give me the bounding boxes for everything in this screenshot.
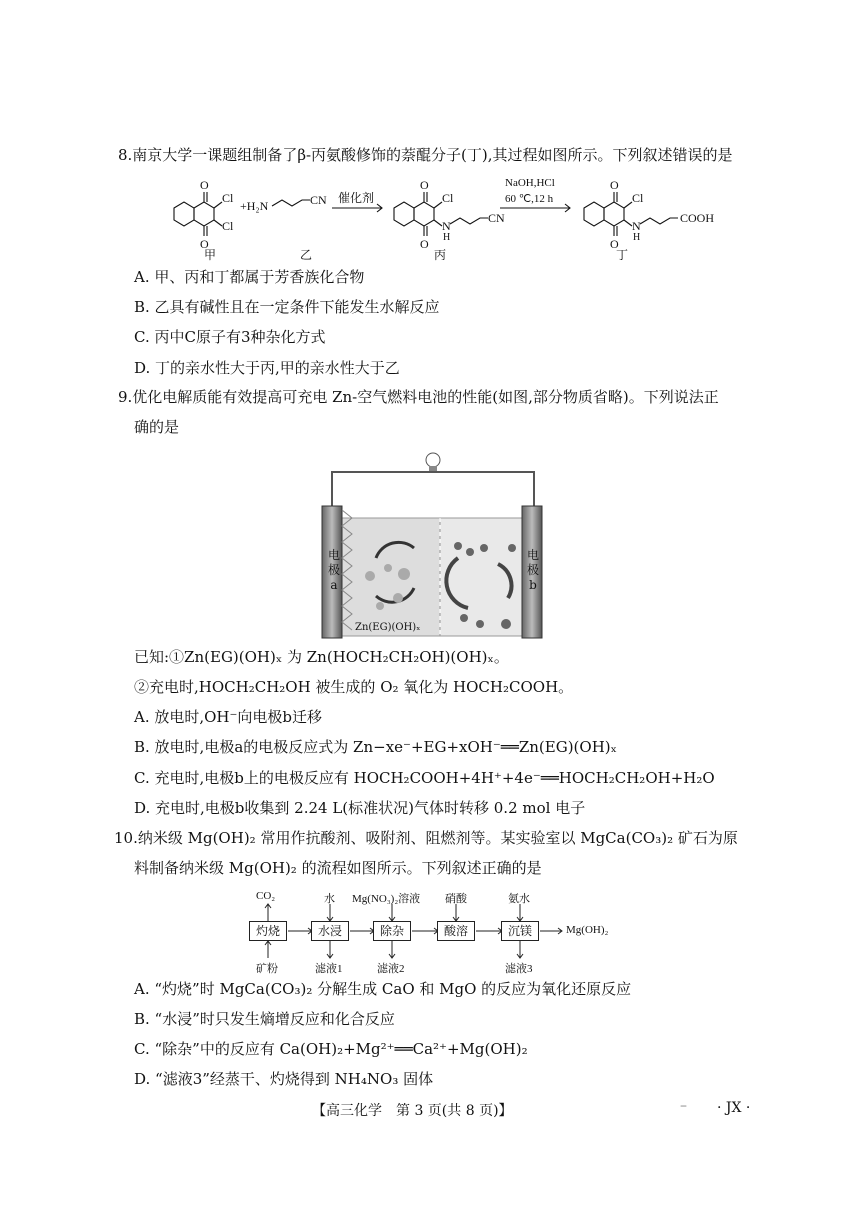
q8-option-b: B. 乙具有碱性且在一定条件下能发生水解反应	[134, 298, 440, 316]
q10-stem-line2: 料制备纳米级 Mg(OH)₂ 的流程如图所示。下列叙述正确的是	[134, 859, 542, 877]
flow-step-mg-precipitate: 沉镁	[501, 921, 539, 941]
condition-temp-time: 60 ℃,12 h	[505, 193, 554, 205]
flow-input-mg-nitrate: Mg(NO₃)₂溶液	[352, 893, 421, 905]
cl-atom: Cl	[442, 191, 454, 205]
h-atom: H	[443, 232, 451, 243]
label-bing: 丙	[434, 248, 447, 262]
battery-diagram	[318, 448, 548, 640]
flow-step-acid-dissolve: 酸溶	[437, 921, 475, 941]
label-jia: 甲	[204, 248, 217, 262]
cn-group: CN	[488, 211, 505, 225]
q10-option-a: A. “灼烧”时 MgCa(CO₃)₂ 分解生成 CaO 和 MgO 的反应为氧化还原反应	[134, 980, 632, 998]
flow-input-nitric-acid: 硝酸	[445, 893, 467, 905]
lightbulb-icon	[426, 453, 440, 472]
cl-atom: Cl	[632, 191, 644, 205]
condition-reagents: NaOH,HCl	[505, 177, 555, 189]
cooh-group: COOH	[680, 211, 715, 225]
q8-option-c: C. 丙中C原子有3种杂化方式	[134, 328, 326, 346]
n-atom: N	[632, 219, 641, 233]
q10-option-b: B. “水浸”时只发生熵增反应和化合反应	[134, 1010, 395, 1028]
q10-stem-line1: 10.纳米级 Mg(OH)₂ 常用作抗酸剂、吸附剂、阻燃剂等。某实验室以 MgCa(CO₃)₂ 矿石为原	[114, 829, 738, 847]
flow-filtrate-2: 滤液2	[377, 963, 405, 975]
o-atom: O	[420, 237, 429, 251]
flow-input-water: 水	[324, 893, 335, 905]
reagent-b-amine: +H₂N	[240, 199, 269, 213]
page-footer: 【高三化学 第 3 页(共 8 页)】	[312, 1103, 513, 1119]
flow-output-co2: CO₂	[256, 890, 276, 902]
flow-step-water-leach: 水浸	[311, 921, 349, 941]
q8-option-a: A. 甲、丙和丁都属于芳香族化合物	[134, 268, 365, 286]
q8-option-d: D. 丁的亲水性大于丙,甲的亲水性大于乙	[134, 359, 400, 377]
q9-known-1: 已知:①Zn(EG)(OH)ₓ 为 Zn(HOCH₂CH₂OH)(OH)ₓ。	[134, 648, 509, 666]
o-atom: O	[610, 237, 619, 251]
q8-stem: 8.南京大学一课题组制备了β-丙氨酸修饰的萘醌分子(丁),其过程如图所示。下列叙述错误的是	[118, 146, 733, 164]
q9-option-c: C. 充电时,电极b上的电极反应有 HOCH₂COOH+4H⁺+4e⁻══HOCH₂CH₂OH+H₂O	[134, 769, 715, 787]
q9-stem-line2: 确的是	[134, 418, 180, 436]
q10-option-c: C. “除杂”中的反应有 Ca(OH)₂+Mg²⁺══Ca²⁺+Mg(OH)₂	[134, 1040, 528, 1058]
flow-product: Mg(OH)₂	[566, 924, 609, 936]
q9-option-a: A. 放电时,OH⁻向电极b迁移	[134, 708, 323, 726]
h-atom: H	[633, 232, 641, 243]
flow-step-calcine: 灼烧	[249, 921, 287, 941]
cl-atom: Cl	[222, 191, 234, 205]
q9-option-d: D. 充电时,电极b收集到 2.24 L(标准状况)气体时转移 0.2 mol 电子	[134, 799, 586, 817]
q10-option-d: D. “滤液3”经蒸干、灼烧得到 NH₄NO₃ 固体	[134, 1070, 434, 1088]
footer-code: · JX ·	[717, 1100, 751, 1116]
footer-dash: –	[680, 1098, 687, 1114]
flow-input-ammonia: 氨水	[508, 893, 530, 905]
label-ding: 丁	[616, 248, 629, 262]
o-atom: O	[200, 237, 209, 251]
electrode-b-label: 电极b	[526, 548, 539, 592]
q9-known-2: ②充电时,HOCH₂CH₂OH 被生成的 O₂ 氧化为 HOCH₂COOH。	[134, 678, 574, 696]
q9-stem-line1: 9.优化电解质能有效提高可充电 Zn-空气燃料电池的性能(如图,部分物质省略)。下列说法正	[118, 388, 719, 406]
flow-filtrate-1: 滤液1	[315, 963, 343, 975]
flow-feed-ore-powder: 矿粉	[256, 963, 278, 975]
o-atom: O	[610, 178, 619, 192]
o-atom: O	[420, 178, 429, 192]
q9-option-b: B. 放电时,电极a的电极反应式为 Zn−xe⁻+EG+xOH⁻══Zn(EG)(OH)ₓ	[134, 738, 617, 756]
o-atom: O	[200, 178, 209, 192]
flow-filtrate-3: 滤液3	[505, 963, 533, 975]
cl-atom: Cl	[222, 219, 234, 233]
flow-step-impurity-removal: 除杂	[373, 921, 411, 941]
label-yi: 乙	[300, 248, 313, 262]
electrode-a-label: 电极a	[327, 548, 340, 592]
n-atom: N	[442, 219, 451, 233]
catalyst-label: 催化剂	[338, 191, 375, 205]
cn-group: CN	[310, 193, 327, 207]
species-label: Zn(EG)(OH)ₓ	[355, 622, 421, 633]
